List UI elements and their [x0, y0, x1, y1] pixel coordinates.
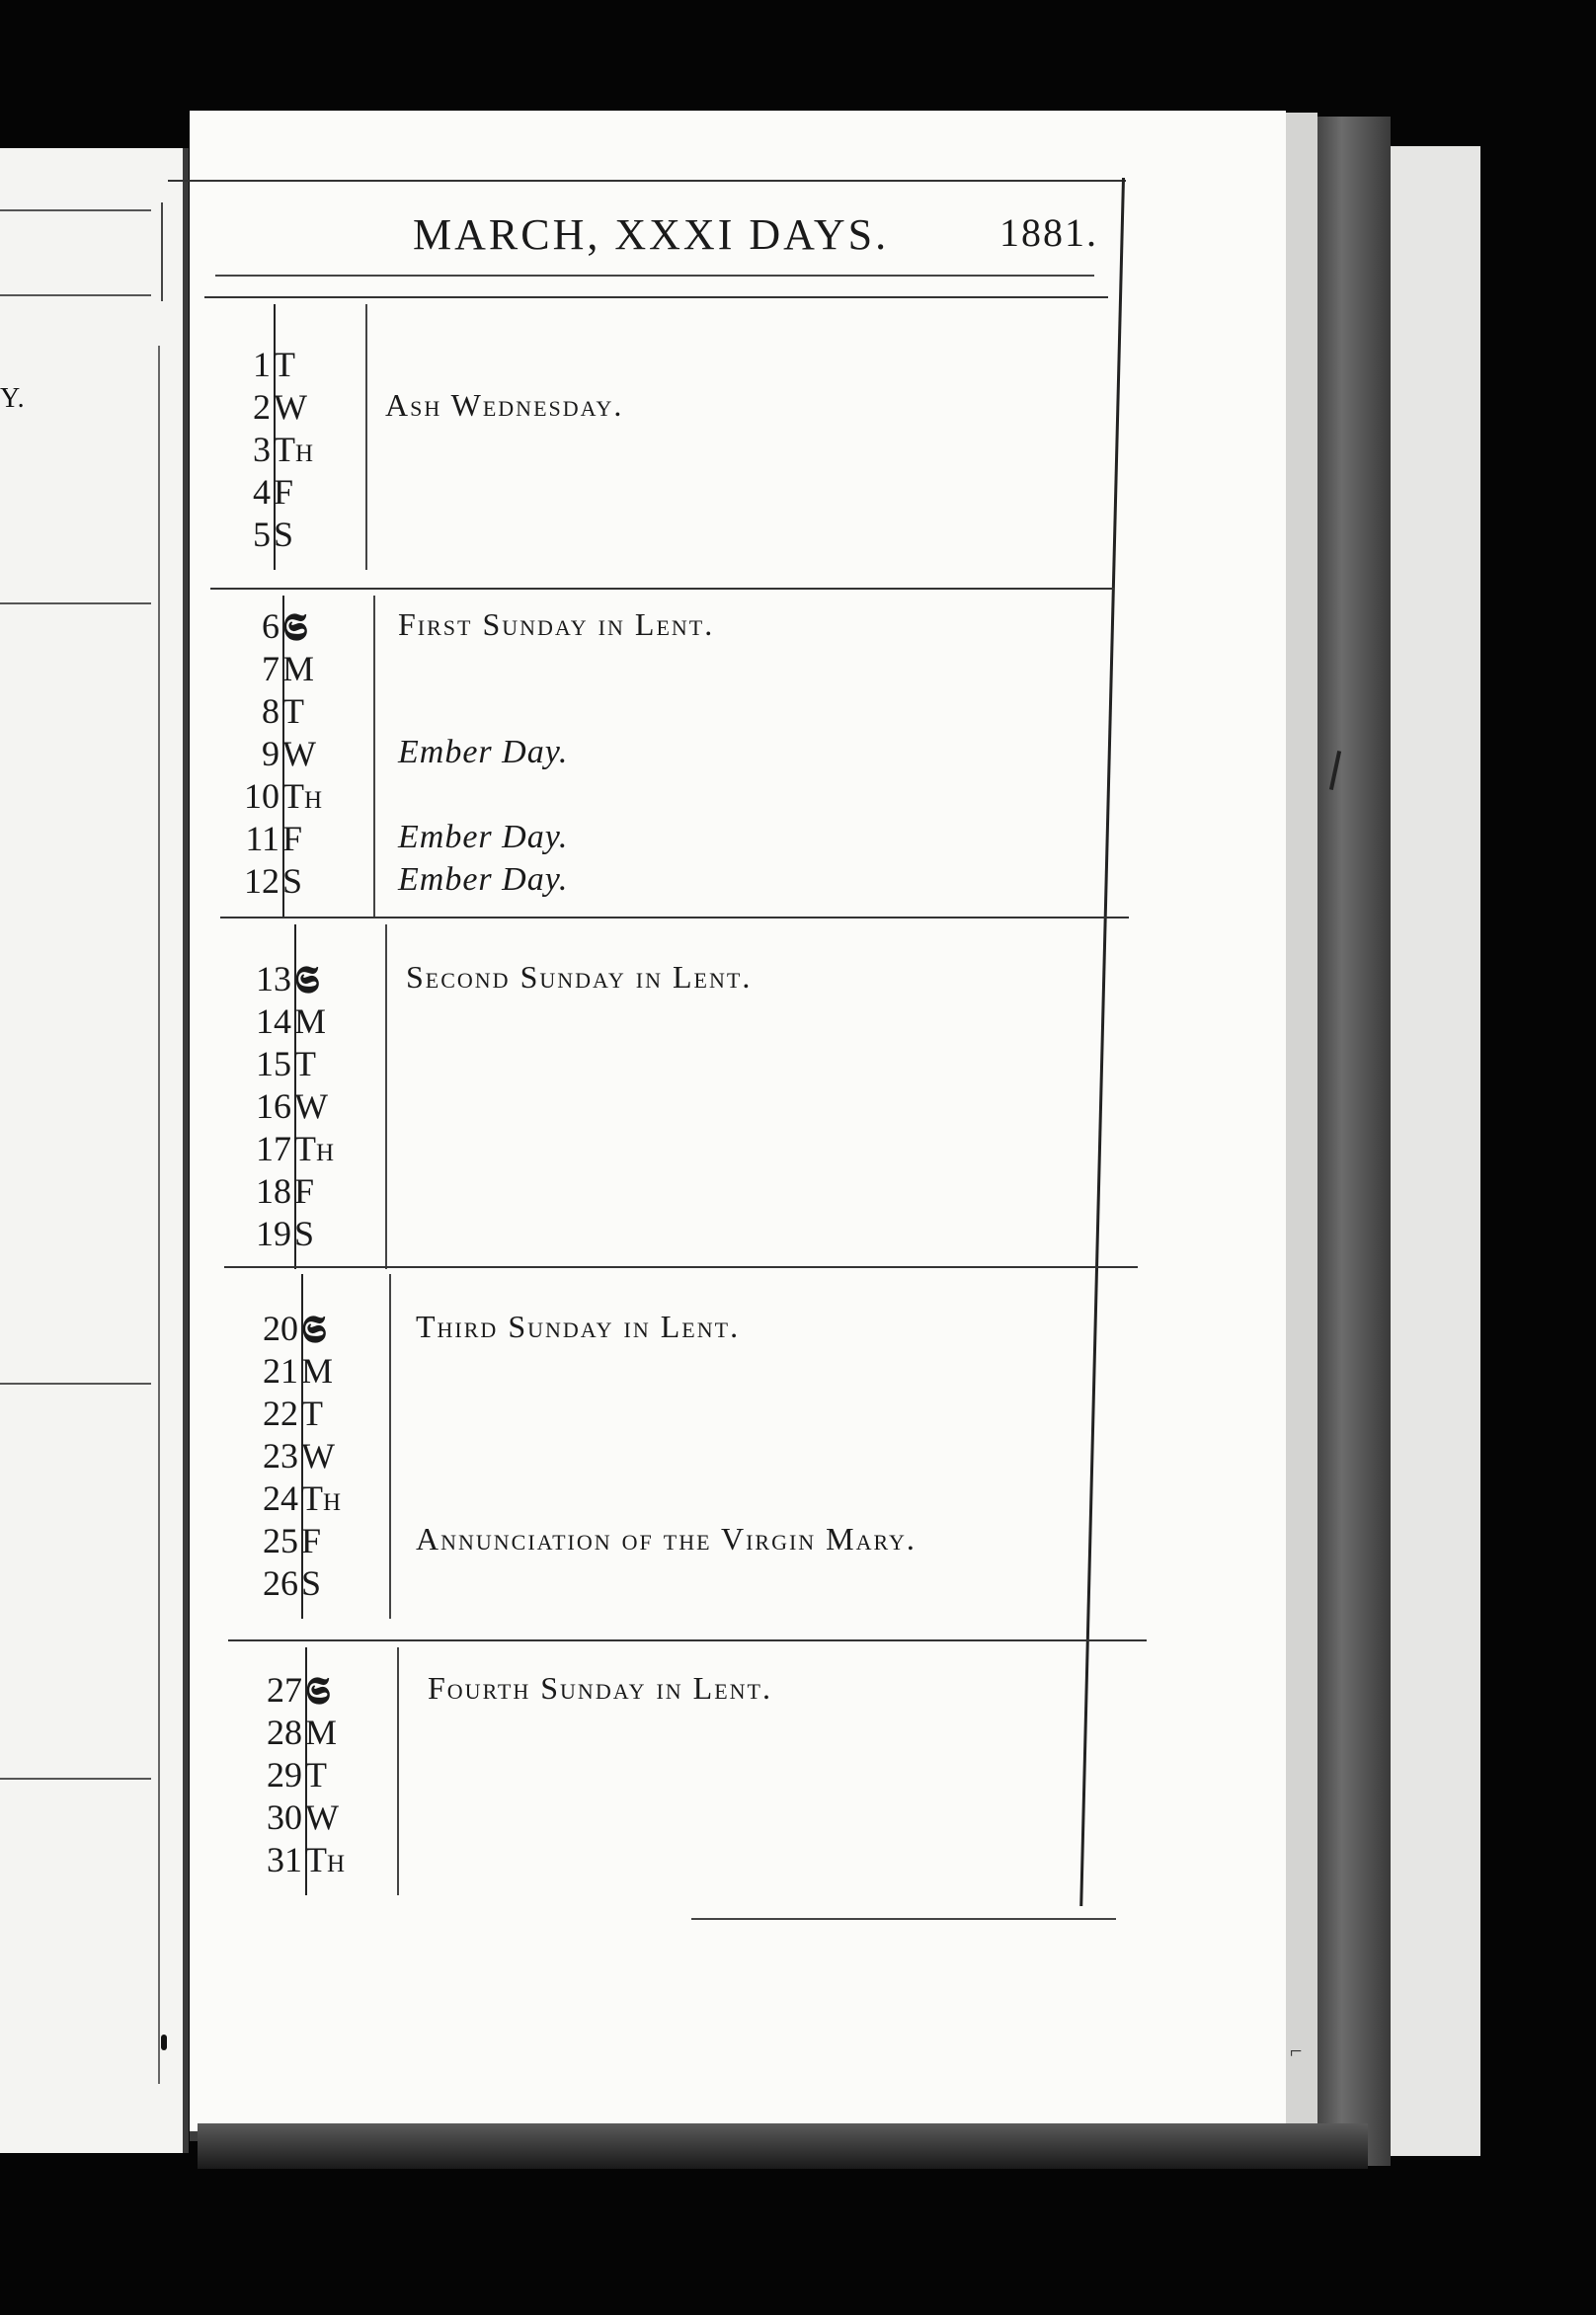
sunday-letter: 𝕾 [294, 957, 320, 1001]
day-number: 2 [253, 387, 271, 427]
weekday-letter: T [294, 1044, 316, 1083]
week-separator-rule [220, 917, 1129, 918]
day-number: 30 [267, 1797, 302, 1837]
week-separator-rule [210, 588, 1114, 590]
weekday-letter: T [305, 1755, 327, 1795]
facing-page-rule [0, 1778, 151, 1780]
corner-mark: ⌐ [1290, 2038, 1303, 2063]
day-number: 7 [262, 649, 279, 688]
weekday-letter: M [294, 1001, 327, 1041]
feast-day-label: Annunciation of the Virgin Mary. [416, 1521, 917, 1557]
day-row [216, 386, 414, 429]
day-row [225, 733, 423, 775]
weekday-letter: T [282, 691, 304, 731]
day-number: 5 [253, 515, 271, 554]
weekday-letter: S [294, 1214, 315, 1253]
weekday-letter: Th [294, 1129, 335, 1168]
day-row [216, 429, 414, 471]
feast-day-label: Third Sunday in Lent. [416, 1309, 741, 1344]
calendar-frame-left-rule [161, 202, 163, 301]
day-number: 12 [244, 861, 279, 901]
day-number: 23 [263, 1436, 298, 1476]
day-row [216, 344, 414, 386]
sunday-letter: 𝕾 [282, 604, 308, 649]
day-row [225, 648, 423, 690]
day-row [225, 605, 423, 648]
weekday-letter: Th [282, 776, 323, 816]
weekday-letter: W [274, 387, 307, 427]
day-number: 18 [256, 1171, 291, 1211]
weekday-letter: S [274, 515, 294, 554]
week-separator-rule [224, 1266, 1138, 1268]
weekday-letter: W [282, 734, 316, 773]
sunday-letter: 𝕾 [305, 1668, 331, 1713]
weekday-letter: T [301, 1394, 323, 1433]
day-number: 13 [256, 959, 291, 998]
day-row [237, 1000, 435, 1043]
calendar-bottom-rule [691, 1918, 1116, 1920]
day-number: 19 [256, 1214, 291, 1253]
weekday-letter: T [274, 345, 295, 384]
day-number: 16 [256, 1086, 291, 1126]
day-row [244, 1308, 441, 1350]
sunday-letter: 𝕾 [301, 1307, 327, 1351]
weekday-letter: Th [305, 1840, 346, 1879]
day-row [248, 1712, 445, 1754]
day-row [225, 860, 423, 903]
day-row [225, 690, 423, 733]
day-number: 8 [262, 691, 279, 731]
day-number: 26 [263, 1563, 298, 1603]
facing-page-rule [0, 602, 151, 604]
page-year: 1881. [999, 210, 1098, 255]
weekday-letter: W [305, 1797, 339, 1837]
day-number: 4 [253, 472, 271, 512]
ink-blot [161, 2035, 167, 2050]
day-number: 3 [253, 430, 271, 469]
day-number: 22 [263, 1394, 298, 1433]
day-row [225, 818, 423, 860]
facing-page-column-rule [158, 346, 160, 2084]
facing-page-rule [0, 1383, 151, 1385]
facing-page [0, 148, 189, 2153]
weekday-letter: W [294, 1086, 328, 1126]
day-row [237, 1213, 435, 1255]
day-row [244, 1562, 441, 1605]
day-row [237, 1128, 435, 1170]
feast-day-label: Second Sunday in Lent. [406, 959, 753, 995]
week-separator-rule [228, 1639, 1147, 1641]
header-rule [215, 275, 1094, 277]
day-row [237, 1170, 435, 1213]
feast-day-label: Fourth Sunday in Lent. [428, 1670, 772, 1706]
weekday-letter: F [301, 1521, 322, 1560]
day-row [237, 958, 435, 1000]
day-row [244, 1477, 441, 1520]
day-number: 1 [253, 345, 271, 384]
week-separator-rule [204, 296, 1108, 298]
facing-page-rule [0, 294, 151, 296]
facing-page-rule [0, 209, 151, 211]
day-number: 25 [263, 1521, 298, 1560]
day-number: 17 [256, 1129, 291, 1168]
day-row [248, 1669, 445, 1712]
day-number: 15 [256, 1044, 291, 1083]
feast-day-label: Ash Wednesday. [385, 387, 624, 423]
weekday-letter: Th [274, 430, 314, 469]
day-row [244, 1350, 441, 1393]
weekday-letter: M [301, 1351, 334, 1391]
facing-page-text-fragment: Y. [0, 383, 26, 414]
day-row [248, 1754, 445, 1796]
weekday-letter: S [301, 1563, 322, 1603]
day-number: 14 [256, 1001, 291, 1041]
day-number: 27 [267, 1670, 302, 1710]
day-row [237, 1043, 435, 1085]
day-number: 11 [245, 819, 279, 858]
day-row [216, 514, 414, 556]
day-number: 31 [267, 1840, 302, 1879]
weekday-letter: M [305, 1713, 338, 1752]
weekday-letter: Th [301, 1478, 342, 1518]
day-number: 28 [267, 1713, 302, 1752]
day-row [225, 775, 423, 818]
weekday-letter: F [282, 819, 303, 858]
day-row [244, 1520, 441, 1562]
weekday-letter: F [294, 1171, 315, 1211]
ember-day-note: Ember Day. [398, 734, 569, 770]
day-row [248, 1796, 445, 1839]
day-number: 6 [262, 606, 279, 646]
weekday-letter: W [301, 1436, 335, 1476]
day-row [248, 1839, 445, 1881]
day-row [216, 471, 414, 514]
day-number: 10 [244, 776, 279, 816]
feast-day-label: First Sunday in Lent. [398, 606, 715, 642]
weekday-letter: S [282, 861, 303, 901]
day-row [237, 1085, 435, 1128]
page-bottom-shadow [198, 2123, 1368, 2169]
day-number: 20 [263, 1309, 298, 1348]
weekday-letter: F [274, 472, 294, 512]
day-row [244, 1435, 441, 1477]
day-row [244, 1393, 441, 1435]
day-number: 9 [262, 734, 279, 773]
ember-day-note: Ember Day. [398, 819, 569, 855]
day-number: 21 [263, 1351, 298, 1391]
weekday-letter: M [282, 649, 315, 688]
page-title: MARCH, XXXI DAYS. [413, 210, 890, 259]
ember-day-note: Ember Day. [398, 861, 569, 898]
day-number: 24 [263, 1478, 298, 1518]
day-number: 29 [267, 1755, 302, 1795]
